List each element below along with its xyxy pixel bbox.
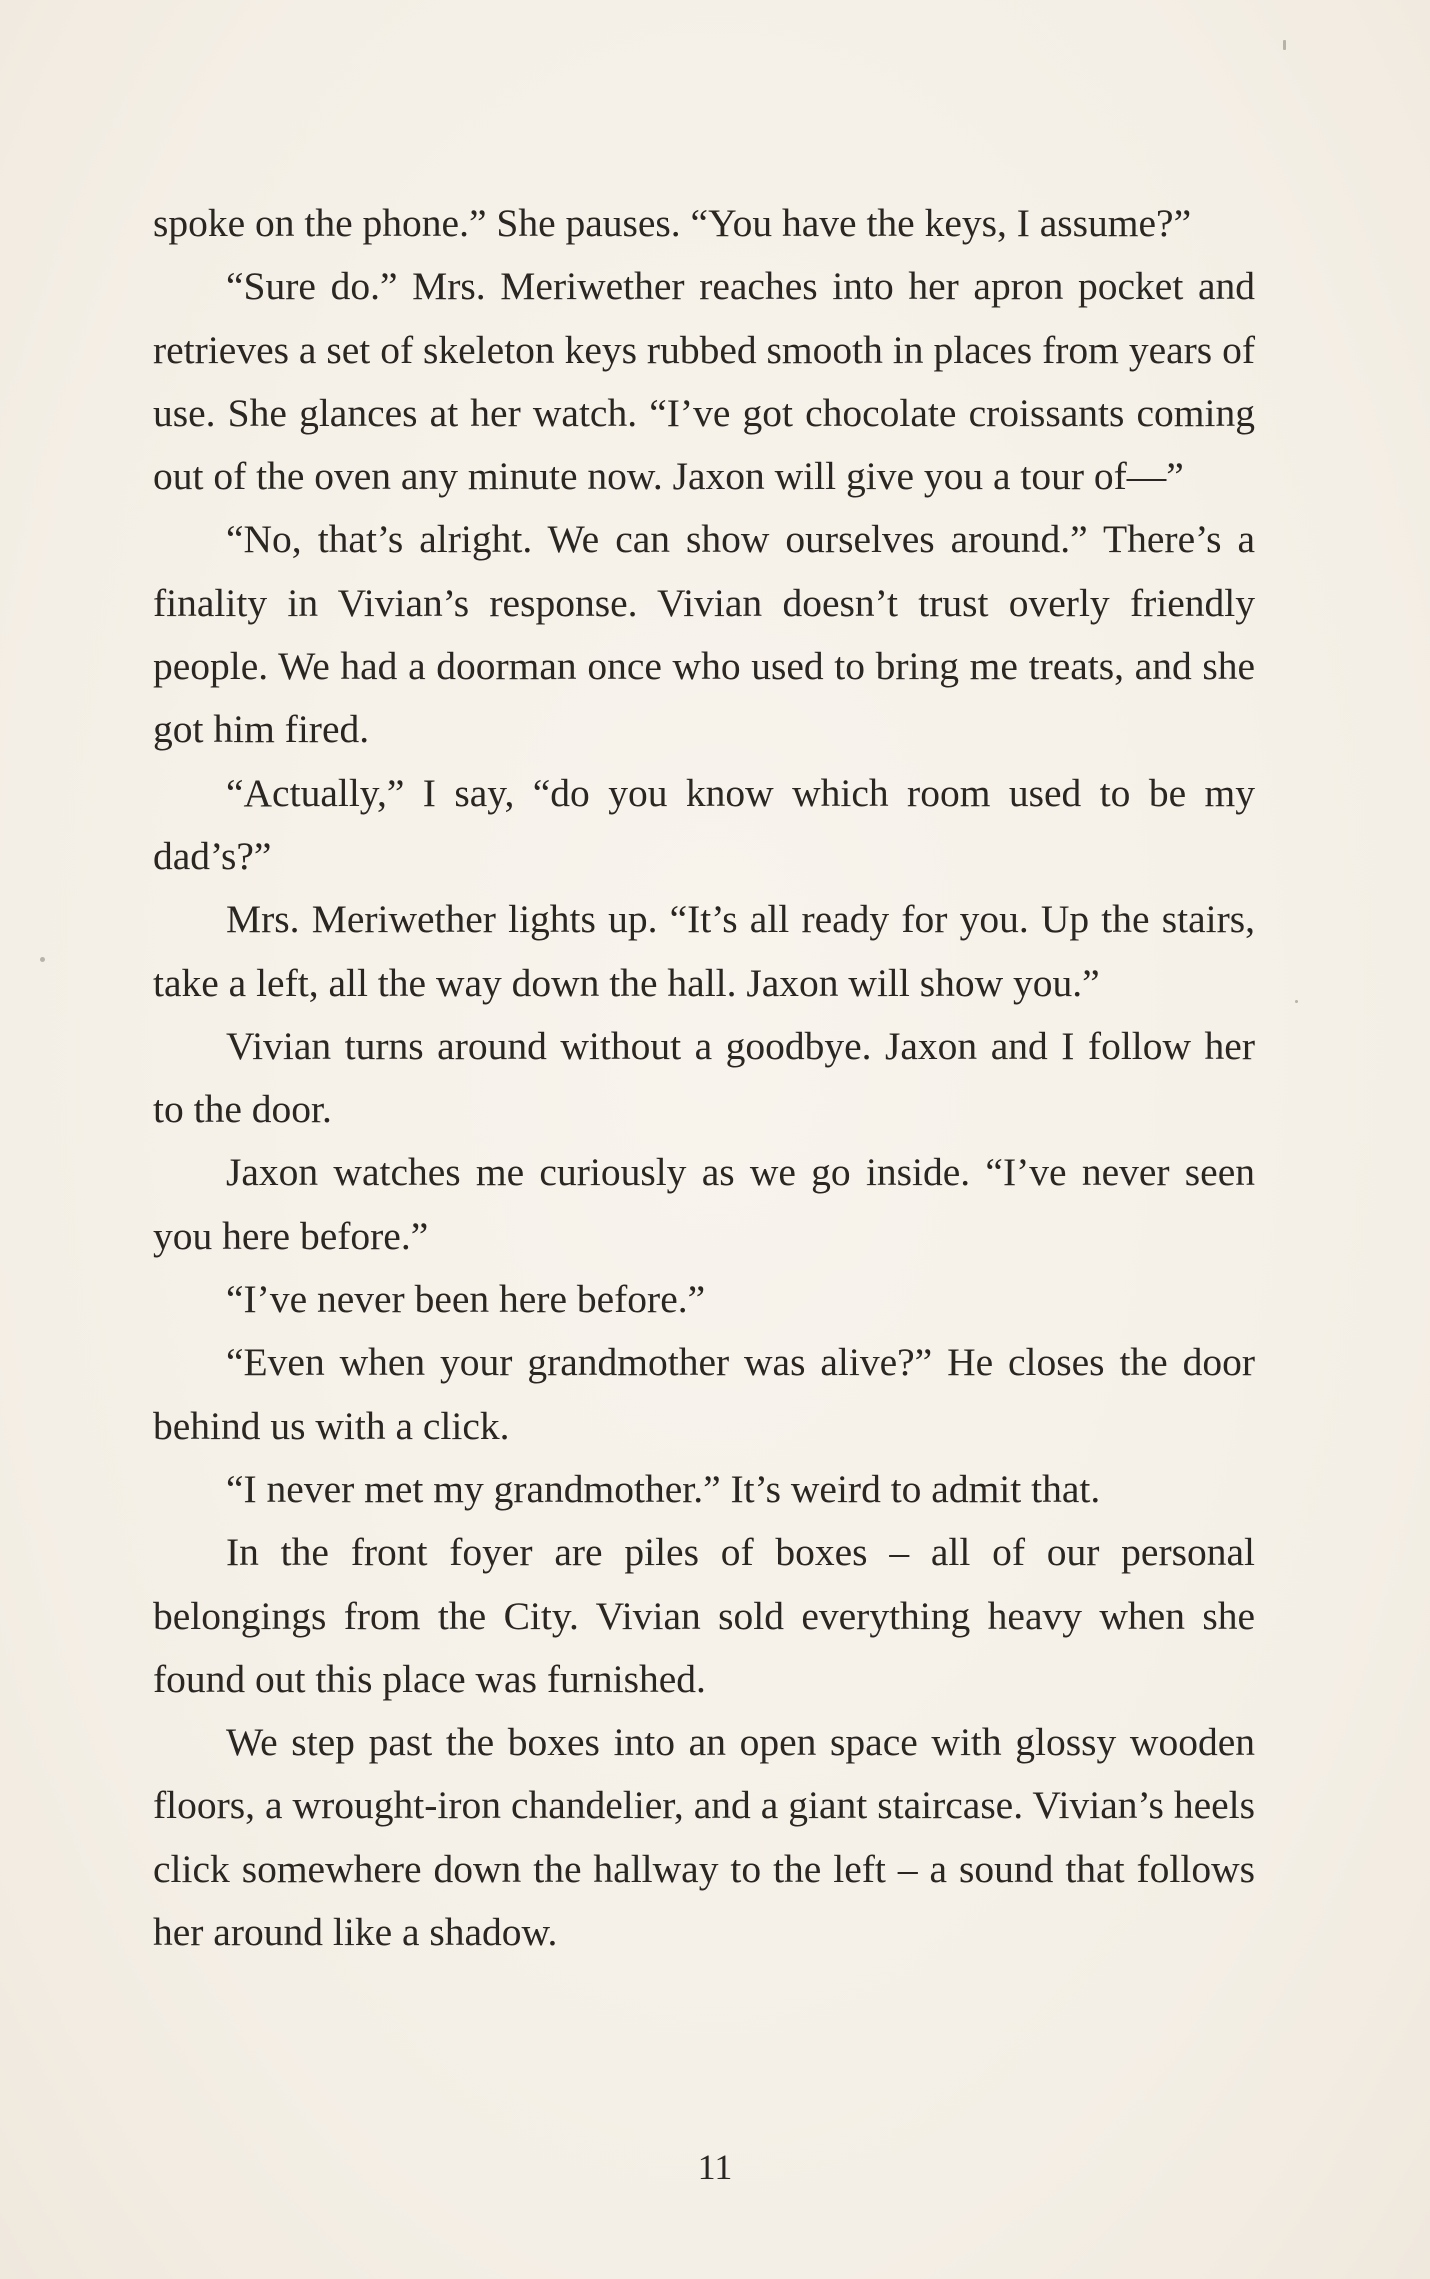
paragraph: “Sure do.” Mrs. Meriwether reaches into her apron pocket and retrieves a set of skeleton keys rubbed smooth in places from years of use. She glances at her watch. “I’ve got chocolate croissants coming out of the oven any minute now. Jaxon will give you a tour of—”	[153, 264, 1255, 499]
scan-speck	[1283, 40, 1286, 50]
paragraph: Jaxon watches me curiously as we go inside. “I’ve never seen you here before.”	[153, 1150, 1255, 1258]
paragraph: We step past the boxes into an open space with glossy wooden floors, a wrought-iron chandelier, and a giant staircase. Vivian’s heels click somewhere down the hallway to the left – a sound that follows her around like a shadow.	[153, 1720, 1255, 1955]
page-number: 11	[697, 2147, 733, 2187]
paragraph: “I’ve never been here before.”	[226, 1277, 706, 1322]
paragraph: Vivian turns around without a goodbye. Jaxon and I follow her to the door.	[153, 1023, 1255, 1132]
paragraph: “I never met my grandmother.” It’s weird to admit that.	[226, 1466, 1101, 1511]
paragraph: “No, that’s alright. We can show ourselves around.” There’s a finality in Vivian’s response. Vivian doesn’t trust overly friendly people. We had a doorman once who used to bring me treats, and she got him fired.	[153, 517, 1255, 752]
paragraph: spoke on the phone.” She pauses. “You have the keys, I assume?”	[153, 201, 1192, 245]
scan-speck	[40, 957, 45, 962]
paragraph: “Actually,” I say, “do you know which room used to be my dad’s?”	[153, 770, 1255, 878]
paragraph: Mrs. Meriwether lights up. “It’s all ready for you. Up the stairs, take a left, all the way down the hall. Jaxon will show you.”	[153, 897, 1255, 1005]
paragraph: “Even when your grandmother was alive?” He closes the door behind us with a click.	[153, 1340, 1255, 1448]
scan-speck	[1295, 1000, 1298, 1003]
body-text	[153, 192, 1255, 1964]
paragraph: In the front foyer are piles of boxes – all of our personal belongings from the City. Vivian sold everything heavy when she found out this place was furnished.	[153, 1530, 1255, 1701]
